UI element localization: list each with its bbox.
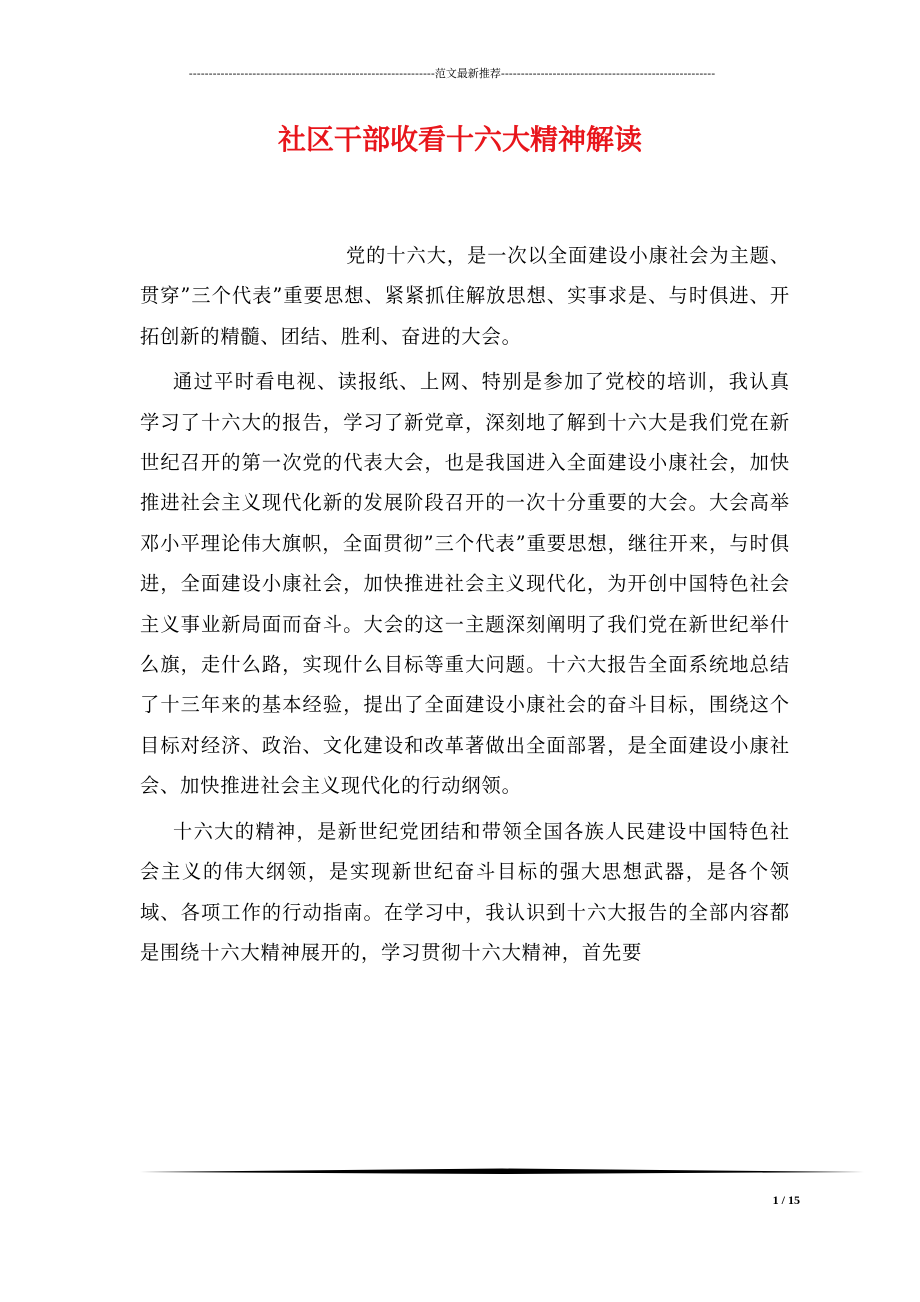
document-title: 社区干部收看十六大精神解读 <box>277 123 642 156</box>
footer-rule <box>140 1167 864 1175</box>
paragraph: 十六大的精神，是新世纪党团结和带领全国各族人民建设中国特色社会主义的伟大纲领，是实现新世纪奋斗目标的强大思想武器，是各个领域、各项工作的行动指南。在学习中，我认识到十六大报告的全部内容都是围绕十六大精神展开的，学习贯彻十六大精神，首先要 <box>140 819 790 964</box>
page-number: 1 / 15 <box>772 1193 800 1207</box>
document-body <box>140 236 790 973</box>
paragraph: 党的十六大，是一次以全面建设小康社会为主题、贯穿”三个代表”重要思想、紧紧抓住解放思想、实事求是、与时俱进、开拓创新的精髓、团结、胜利、奋进的大会。 <box>140 244 790 348</box>
page-header: --------------------------------------------------------------范文最新推荐------------------------------------------------------ <box>188 67 716 80</box>
paragraph: 通过平时看电视、读报纸、上网、特别是参加了党校的培训，我认真学习了十六大的报告，学习了新党章，深刻地了解到十六大是我们党在新世纪召开的第一次党的代表大会，也是我国进入全面建设小康社会，加快推进社会主义现代化新的发展阶段召开的一次十分重要的大会。大会高举邓小平理论伟大旗帜，全面贯彻”三个代表”重要思想，继往开来，与时俱进，全面建设小康社会，加快推进社会主义现代化，为开创中国特色社会主义事业新局面而奋斗。大会的这一主题深刻阐明了我们党在新世纪举什么旗，走什么路，实现什么目标等重大问题。十六大报告全面系统地总结了十三年来的基本经验，提出了全面建设小康社会的奋斗目标，围绕这个目标对经济、政治、文化建设和改革著做出全面部署，是全面建设小康社会、加快推进社会主义现代化的行动纲领。 <box>140 370 790 798</box>
